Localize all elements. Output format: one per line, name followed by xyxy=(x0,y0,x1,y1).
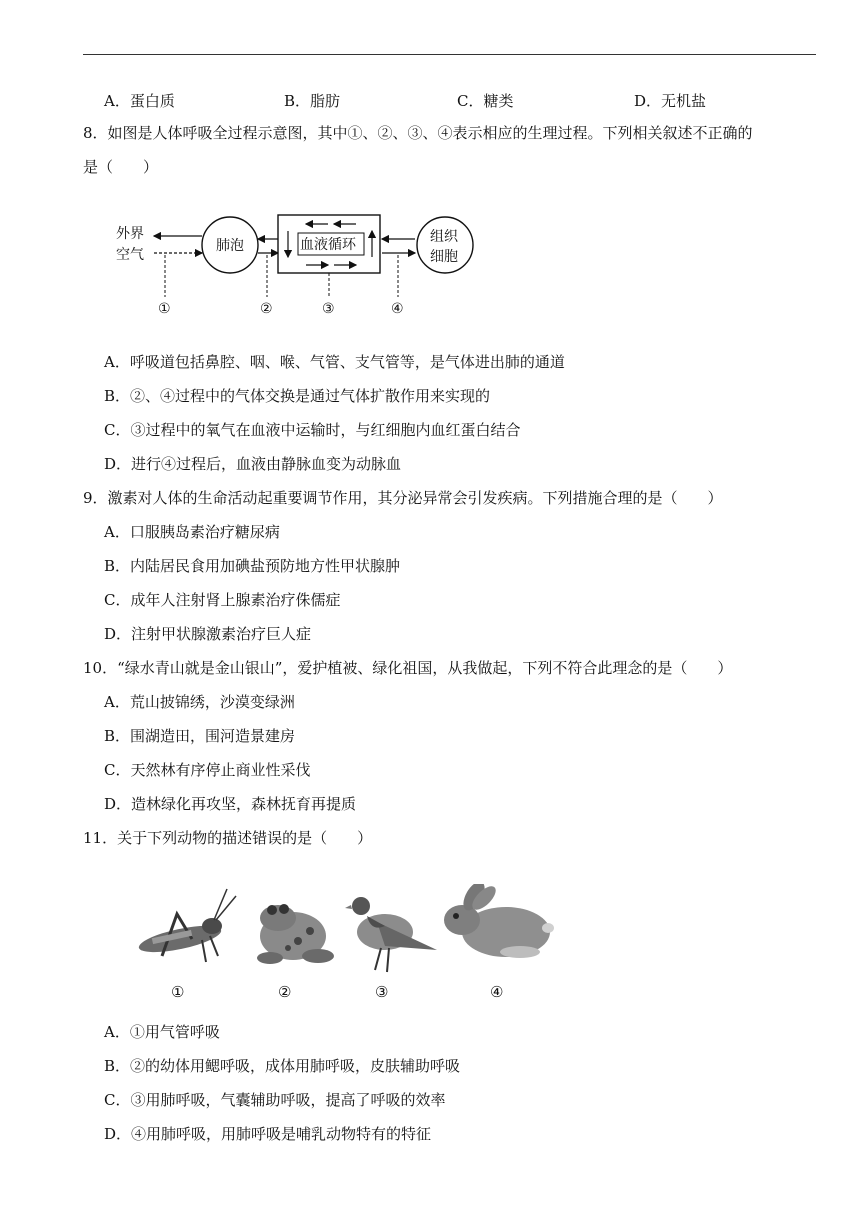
q8-option-a: A．呼吸道包括鼻腔、咽、喉、气管、支气管等，是气体进出肺的通道 xyxy=(104,353,565,371)
animal-label-2: ② xyxy=(278,983,292,1001)
tissue-cells-label-2: 细胞 xyxy=(430,249,458,265)
q8-stem-line2: 是（ ） xyxy=(83,158,159,176)
q8-option-c: C．③过程中的氧气在血液中运输时，与红细胞内血红蛋白结合 xyxy=(104,421,521,439)
q10-option-d: D．造林绿化再攻坚，森林抚育再提质 xyxy=(104,795,357,813)
q8-stem-line1: 8．如图是人体呼吸全过程示意图，其中①、②、③、④表示相应的生理过程。下列相关叙述不正确的 xyxy=(83,124,753,142)
q7-option-b: B．脂肪 xyxy=(284,92,341,110)
animal-label-3: ③ xyxy=(375,983,389,1001)
q11-option-a: A．①用气管呼吸 xyxy=(104,1023,220,1041)
q7-option-d: D．无机盐 xyxy=(634,92,707,110)
q9-option-b: B．内陆居民食用加碘盐预防地方性甲状腺肿 xyxy=(104,557,401,575)
process-label-3: ③ xyxy=(322,301,335,317)
grasshopper-image xyxy=(132,884,242,974)
respiration-diagram xyxy=(110,205,480,320)
q10-stem: 10．“绿水青山就是金山银山”，爱护植被、绿化祖国，从我做起，下列不符合此理念的是（ ） xyxy=(83,659,733,677)
process-label-4: ④ xyxy=(391,301,404,317)
q11-option-d: D．④用肺呼吸，用肺呼吸是哺乳动物特有的特征 xyxy=(104,1125,432,1143)
q10-option-b: B．围湖造田，围河造景建房 xyxy=(104,727,296,745)
frog-image xyxy=(248,896,338,972)
q11-stem: 11．关于下列动物的描述错误的是（ ） xyxy=(83,829,373,847)
q11-option-c: C．③用肺呼吸，气囊辅助呼吸，提高了呼吸的效率 xyxy=(104,1091,446,1109)
q7-options xyxy=(104,90,744,110)
blood-circulation-label: 血液循环 xyxy=(300,237,356,253)
q8-option-d: D．进行④过程后，血液由静脉血变为动脉血 xyxy=(104,455,402,473)
alveoli-label: 肺泡 xyxy=(216,238,244,254)
animal-label-1: ① xyxy=(171,983,185,1001)
q10-option-a: A．荒山披锦绣，沙漠变绿洲 xyxy=(104,693,295,711)
process-label-1: ① xyxy=(158,301,171,317)
q11-option-b: B．②的幼体用鳃呼吸，成体用肺呼吸，皮肤辅助呼吸 xyxy=(104,1057,461,1075)
tissue-cells-label-1: 组织 xyxy=(430,229,458,245)
q8-option-b: B．②、④过程中的气体交换是通过气体扩散作用来实现的 xyxy=(104,387,491,405)
q9-option-d: D．注射甲状腺激素治疗巨人症 xyxy=(104,625,312,643)
q9-option-c: C．成年人注射肾上腺素治疗侏儒症 xyxy=(104,591,341,609)
q10-option-c: C．天然林有序停止商业性采伐 xyxy=(104,761,311,779)
q7-option-c: C．糖类 xyxy=(457,92,514,110)
animal-label-4: ④ xyxy=(490,983,504,1001)
q7-option-a: A．蛋白质 xyxy=(104,92,175,110)
q9-stem: 9．激素对人体的生命活动起重要调节作用，其分泌异常会引发疾病。下列措施合理的是（ ） xyxy=(83,489,723,507)
header-rule xyxy=(83,54,816,55)
process-label-2: ② xyxy=(260,301,273,317)
outside-air-label-2: 空气 xyxy=(116,247,144,263)
outside-air-label-1: 外界 xyxy=(116,226,144,242)
rabbit-image xyxy=(440,884,556,964)
q9-option-a: A．口服胰岛素治疗糖尿病 xyxy=(104,523,280,541)
pigeon-image xyxy=(345,892,441,976)
